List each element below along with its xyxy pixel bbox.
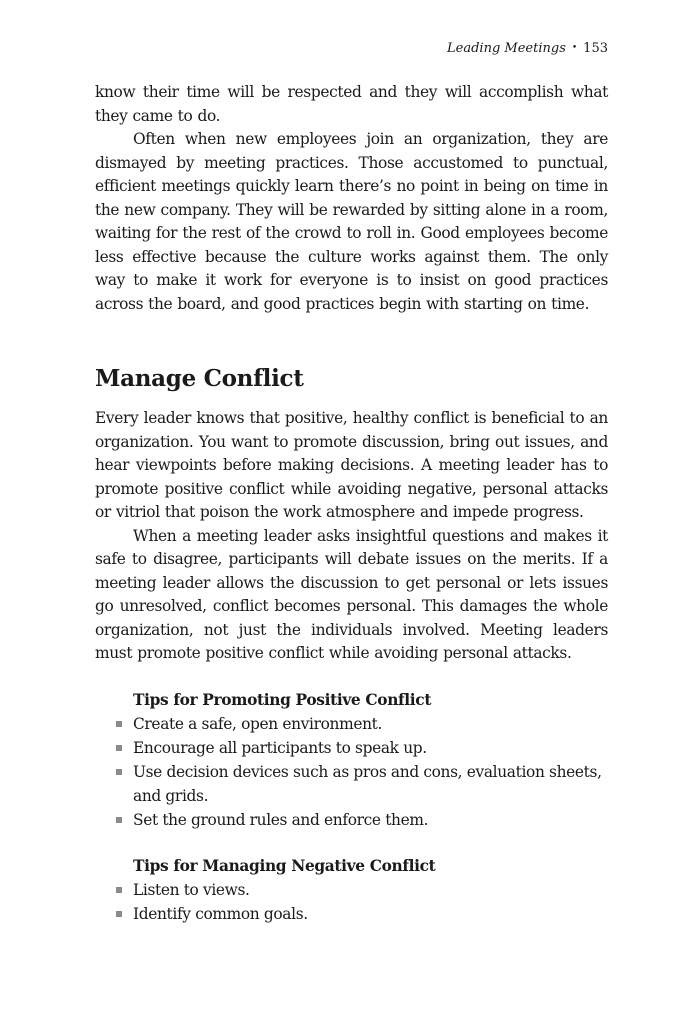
- list-item-text: Encourage all participants to speak up.: [133, 738, 427, 757]
- tips-list: [95, 712, 608, 832]
- square-bullet-icon: [116, 817, 122, 823]
- tips-list: [95, 878, 608, 926]
- section-heading: Manage Conflict: [95, 365, 304, 392]
- list-item-text: Listen to views.: [133, 880, 250, 899]
- list-item: [95, 878, 608, 902]
- square-bullet-icon: [116, 887, 122, 893]
- square-bullet-icon: [116, 745, 122, 751]
- running-header: [95, 38, 608, 59]
- page-number: 153: [583, 41, 608, 56]
- square-bullet-icon: [116, 911, 122, 917]
- running-title: Leading Meetings: [447, 41, 566, 56]
- paragraph: When a meeting leader asks insightful questions and makes it safe to disagree, participants will debate issues on the merits. If a meeting leader allows the discussion to get personal or lets issues go unresolved, conflict becomes personal. This damages the whole organization, not just the individuals involved. Meeting leaders must promote positive conflict while avoiding personal attacks.: [95, 526, 608, 662]
- list-item: [95, 736, 608, 760]
- tips-positive-conflict: [95, 688, 608, 832]
- list-item-text: Set the ground rules and enforce them.: [133, 810, 429, 829]
- tips-negative-conflict: [95, 854, 608, 926]
- list-item: [95, 808, 608, 832]
- list-item-text: Use decision devices such as pros and cons, evaluation sheets, and grids.: [133, 762, 602, 805]
- square-bullet-icon: [116, 769, 122, 775]
- list-item: [95, 760, 608, 808]
- list-item-text: Create a safe, open environment.: [133, 714, 383, 733]
- book-page: [95, 38, 608, 926]
- list-item-text: Identify common goals.: [133, 904, 308, 923]
- tips-heading: Tips for Managing Negative Conflict: [133, 856, 436, 875]
- list-item: [95, 712, 608, 736]
- header-separator: •: [571, 43, 578, 53]
- paragraph-continued: know their time will be respected and they will accomplish what they came to do.: [95, 83, 608, 125]
- square-bullet-icon: [116, 721, 122, 727]
- paragraph: Every leader knows that positive, healthy conflict is beneficial to an organization. You want to promote discussion, bring out issues, and hear viewpoints before making decisions. A meeting leader has to promote positive conflict while avoiding negative, personal attacks or vitriol that poison the work atmosphere and impede progress.: [95, 409, 608, 521]
- tips-heading: Tips for Promoting Positive Conflict: [133, 690, 432, 709]
- paragraph: Often when new employees join an organization, they are dismayed by meeting practices. Those accustomed to punctual, efficient meetings quickly learn there’s no point in being on time in the new company. They will be rewarded by sitting alone in a room, waiting for the rest of the crowd to roll in. Good employees become less effective because the culture works against them. The only way to make it work for everyone is to insist on good practices across the board, and good practices begin with starting on time.: [95, 130, 608, 313]
- list-item: [95, 902, 608, 926]
